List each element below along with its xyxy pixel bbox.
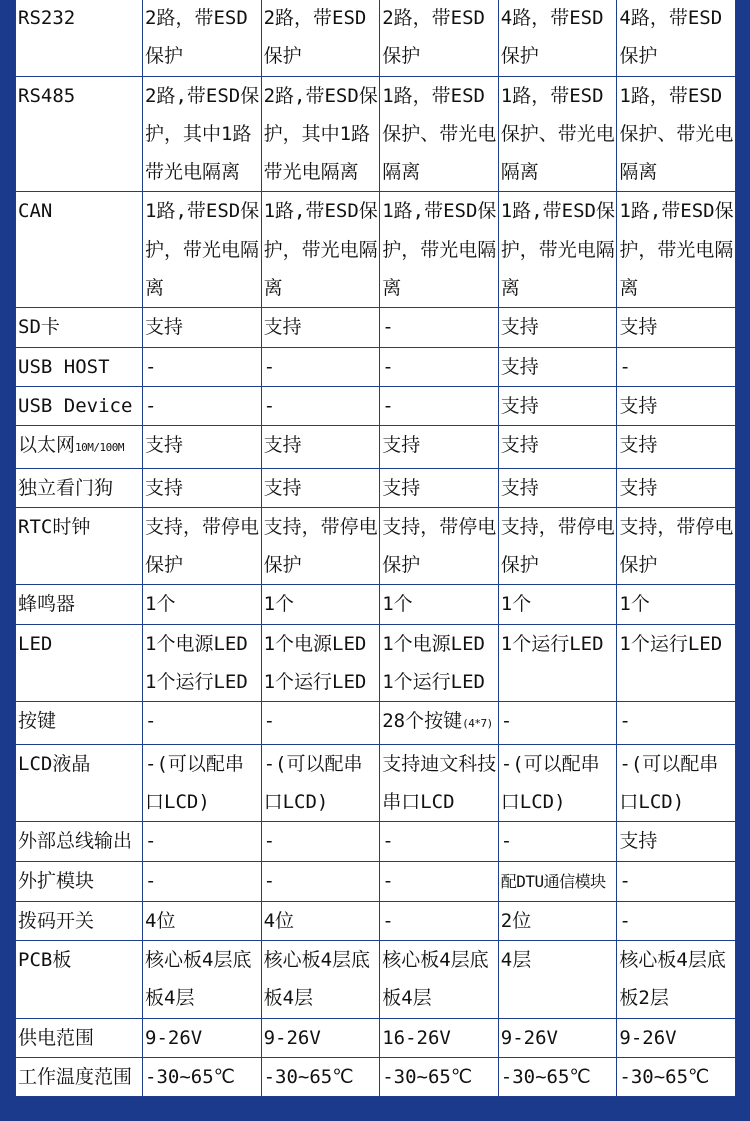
cell-value: 9-26V [263,1026,321,1049]
table-cell [617,744,736,822]
table-cell [498,347,617,386]
table-row [16,901,736,940]
cell-value: - [263,869,276,892]
row-label-text: 供电范围 [18,1026,95,1049]
spec-table-body [16,0,736,1097]
cell-value: -(可以配串口LCD) [619,752,719,813]
cell-note: (4*7) [462,717,493,731]
table-row [16,861,736,901]
table-row [16,0,736,76]
table-cell [498,0,617,76]
cell-value: 支持 [619,394,658,417]
table-cell [380,744,499,822]
cell-value: 支持，带停电保护 [500,515,615,577]
table-cell [261,901,380,940]
table-cell [617,941,736,1019]
table-cell [617,585,736,624]
table-cell [380,585,499,624]
table-cell [380,426,499,468]
cell-value: - [382,869,394,892]
cell-value: - [263,355,276,378]
spec-comparison-table [15,0,736,1097]
table-cell [617,1058,736,1097]
cell-value: 支持，带停电保护 [619,515,734,577]
row-label-text: USB Device [18,394,133,417]
cell-value: -(可以配串口LCD) [500,752,600,813]
cell-value: 1路，带ESD保护、带光电隔离 [619,84,734,184]
cell-value: -(可以配串口LCD) [145,752,244,813]
cell-value: 1个 [619,593,650,616]
table-cell [498,468,617,507]
row-label-text: 蜂鸣器 [18,593,76,616]
cell-value: - [382,316,394,339]
table-cell [261,1018,380,1057]
cell-value: 2路,带ESD保护，其中1路带光电隔离 [263,84,378,184]
table-cell [498,744,617,822]
cell-value: - [382,909,394,932]
table-cell [380,386,499,425]
table-row [16,468,736,507]
row-label [16,507,143,585]
cell-value: 1路,带ESD保护，带光电隔离 [500,200,615,300]
cell-value: 支持 [263,476,302,499]
row-label [16,861,143,901]
table-cell [261,861,380,901]
cell-value: 2路，带ESD保护 [382,7,485,68]
row-label-text: 独立看门狗 [18,476,114,499]
cell-value: 支持 [145,316,184,339]
cell-value: 核心板4层底板4层 [263,949,371,1010]
row-label-note: 10M/100M [75,441,124,455]
table-cell [498,507,617,585]
cell-value: 支持 [500,434,539,457]
table-cell [617,861,736,901]
table-cell [143,426,262,468]
cell-value: 1路，带ESD保护、带光电隔离 [382,84,497,184]
row-label-text: 以太网 [18,434,76,457]
row-label [16,76,143,192]
row-label [16,426,143,468]
table-cell [143,744,262,822]
table-cell [143,702,262,744]
table-row [16,426,736,468]
cell-value: 1路,带ESD保护，带光电隔离 [263,200,378,300]
cell-value: 28个按键 [382,710,463,733]
table-cell [380,0,499,76]
cell-value: -30~65℃ [145,1066,235,1089]
cell-value: 支持 [500,355,539,378]
cell-value: 2位 [500,909,532,932]
table-cell [143,1018,262,1057]
cell-value: - [619,909,631,932]
table-cell [617,76,736,192]
table-row [16,702,736,744]
cell-value: - [500,710,513,733]
cell-value: -30~65℃ [500,1066,591,1089]
table-cell [261,468,380,507]
table-cell [143,507,262,585]
cell-value: 支持，带停电保护 [145,515,260,577]
cell-value: 1路,带ESD保护，带光电隔离 [382,200,497,300]
cell-value: 4层 [500,949,532,972]
table-cell [498,426,617,468]
table-cell [261,76,380,192]
table-row [16,585,736,624]
table-cell [617,347,736,386]
row-label-text: RTC时钟 [18,515,91,538]
table-cell [380,347,499,386]
table-cell [261,702,380,744]
table-cell [143,347,262,386]
row-label-text: LCD液晶 [18,752,91,775]
row-label [16,0,143,76]
cell-value: 支持 [619,316,658,339]
cell-value: - [382,394,394,417]
cell-value: 1个运行LED [500,632,604,655]
cell-value: 配DTU通信模块 [500,871,606,891]
table-cell [143,1058,262,1097]
cell-value: -(可以配串口LCD) [263,752,363,813]
cell-value: 2路,带ESD保护，其中1路带光电隔离 [145,84,260,184]
table-cell [261,744,380,822]
table-row [16,822,736,861]
cell-value: - [145,355,157,378]
row-label-text: 外部总线输出 [18,830,133,853]
cell-value: - [382,830,394,853]
cell-value: - [145,394,157,417]
row-label [16,347,143,386]
table-row [16,1058,736,1097]
row-label-text: RS232 [18,7,76,29]
table-row [16,76,736,192]
cell-value: - [145,830,157,853]
table-cell [261,192,380,308]
row-label [16,624,143,702]
cell-value: 核心板4层底板4层 [382,949,489,1010]
table-cell [617,901,736,940]
cell-value: 支持，带停电保护 [382,515,497,577]
cell-value: 支持 [500,316,539,339]
row-label-text: USB HOST [18,355,110,378]
row-label [16,308,143,347]
row-label [16,1058,143,1097]
row-label [16,901,143,940]
cell-value: 1个 [263,593,295,616]
table-cell [617,822,736,861]
row-label-text: SD卡 [18,316,60,339]
table-cell [380,1018,499,1057]
cell-value: - [619,710,631,733]
table-cell [617,426,736,468]
row-label [16,1018,143,1057]
table-cell [498,901,617,940]
table-cell [617,192,736,308]
table-cell [498,861,617,901]
table-row [16,192,736,308]
table-row [16,744,736,822]
table-cell [143,468,262,507]
table-cell [143,192,262,308]
table-cell [380,901,499,940]
table-cell [143,386,262,425]
table-cell [380,308,499,347]
cell-value: 1路,带ESD保护，带光电隔离 [145,200,260,300]
table-cell [261,1058,380,1097]
cell-value: - [500,830,513,853]
row-label [16,468,143,507]
cell-value: 核心板4层底板4层 [145,949,252,1010]
cell-value: 支持 [619,476,658,499]
table-cell [143,585,262,624]
table-cell [498,624,617,702]
table-cell [143,76,262,192]
table-cell [380,192,499,308]
cell-value: - [263,830,276,853]
table-cell [617,1018,736,1057]
cell-value: 1个运行LED [619,632,723,655]
cell-value: 1个 [145,593,176,616]
table-cell [617,468,736,507]
table-cell [380,702,499,744]
table-cell [498,822,617,861]
table-row [16,386,736,425]
cell-value: - [145,869,157,892]
cell-value: 支持 [382,434,421,457]
cell-value: 4位 [145,909,176,932]
table-cell [261,347,380,386]
row-label-text: 外扩模块 [18,869,95,892]
table-cell [498,941,617,1019]
table-cell [143,624,262,702]
cell-value: 9-26V [619,1026,677,1049]
table-cell [498,386,617,425]
table-cell [261,0,380,76]
table-cell [380,624,499,702]
table-cell [617,702,736,744]
table-cell [261,822,380,861]
cell-value: 支持 [382,476,421,499]
cell-value: - [382,355,394,378]
table-cell [380,1058,499,1097]
row-label [16,585,143,624]
cell-value: 1个电源LED 1个运行LED [145,632,248,694]
row-label-text: PCB板 [18,949,72,972]
table-row [16,507,736,585]
table-cell [617,0,736,76]
table-row [16,941,736,1019]
cell-value: 2路，带ESD保护 [263,7,367,68]
table-cell [261,386,380,425]
cell-value: 4路，带ESD保护 [619,7,723,68]
cell-value: 4位 [263,909,295,932]
cell-value: 支持 [619,434,658,457]
row-label [16,192,143,308]
table-cell [380,76,499,192]
cell-value: 支持 [500,394,539,417]
row-label-text: 工作温度范围 [18,1066,133,1089]
table-cell [261,585,380,624]
table-cell [143,901,262,940]
cell-value: - [263,394,276,417]
cell-value: 9-26V [145,1026,203,1049]
table-cell [498,192,617,308]
table-cell [617,386,736,425]
cell-value: 支持，带停电保护 [263,515,378,577]
table-cell [617,624,736,702]
cell-value: 4路，带ESD保护 [500,7,604,68]
row-label [16,386,143,425]
row-label-text: 拨码开关 [18,909,95,932]
cell-value: 1个 [382,593,413,616]
cell-value: 支持 [619,830,658,853]
table-cell [143,822,262,861]
cell-value: - [263,710,276,733]
table-cell [617,507,736,585]
table-cell [498,308,617,347]
cell-value: - [145,710,157,733]
cell-value: 支持 [145,476,184,499]
cell-value: 16-26V [382,1026,451,1049]
table-row [16,624,736,702]
table-cell [498,1058,617,1097]
table-cell [617,308,736,347]
cell-value: 1个电源LED 1个运行LED [263,632,367,694]
row-label [16,744,143,822]
cell-value: 1路，带ESD保护、带光电隔离 [500,84,615,184]
table-cell [498,76,617,192]
table-cell [261,507,380,585]
row-label [16,702,143,744]
cell-value: - [619,869,631,892]
cell-value: 9-26V [500,1026,558,1049]
table-cell [498,702,617,744]
cell-value: 核心板4层底板2层 [619,949,726,1010]
table-cell [380,507,499,585]
table-cell [143,308,262,347]
row-label [16,941,143,1019]
table-row [16,1018,736,1057]
table-cell [380,941,499,1019]
table-cell [380,468,499,507]
table-cell [380,822,499,861]
cell-value: -30~65℃ [619,1066,710,1089]
row-label-text: RS485 [18,84,76,107]
table-cell [261,426,380,468]
table-cell [143,861,262,901]
cell-value: 支持 [145,434,184,457]
cell-value: -30~65℃ [263,1066,354,1089]
table-cell [498,1018,617,1057]
cell-value: 支持 [263,316,302,339]
table-row [16,347,736,386]
cell-value: 支持 [263,434,302,457]
row-label-text: LED [18,632,53,655]
cell-value: 支持迪文科技串口LCD [382,752,497,813]
table-cell [143,0,262,76]
cell-value: 1个 [500,593,532,616]
cell-value: -30~65℃ [382,1066,473,1089]
table-cell [143,941,262,1019]
cell-value: 支持 [500,476,539,499]
table-row [16,308,736,347]
cell-value: 1路,带ESD保护，带光电隔离 [619,200,734,300]
table-cell [261,624,380,702]
row-label-text: CAN [18,200,53,223]
row-label-text: 按键 [18,710,57,733]
table-cell [380,861,499,901]
cell-value: - [619,355,631,378]
row-label [16,822,143,861]
table-cell [498,585,617,624]
table-cell [261,308,380,347]
table-cell [261,941,380,1019]
cell-value: 2路，带ESD保护 [145,7,248,68]
cell-value: 1个电源LED 1个运行LED [382,632,485,694]
